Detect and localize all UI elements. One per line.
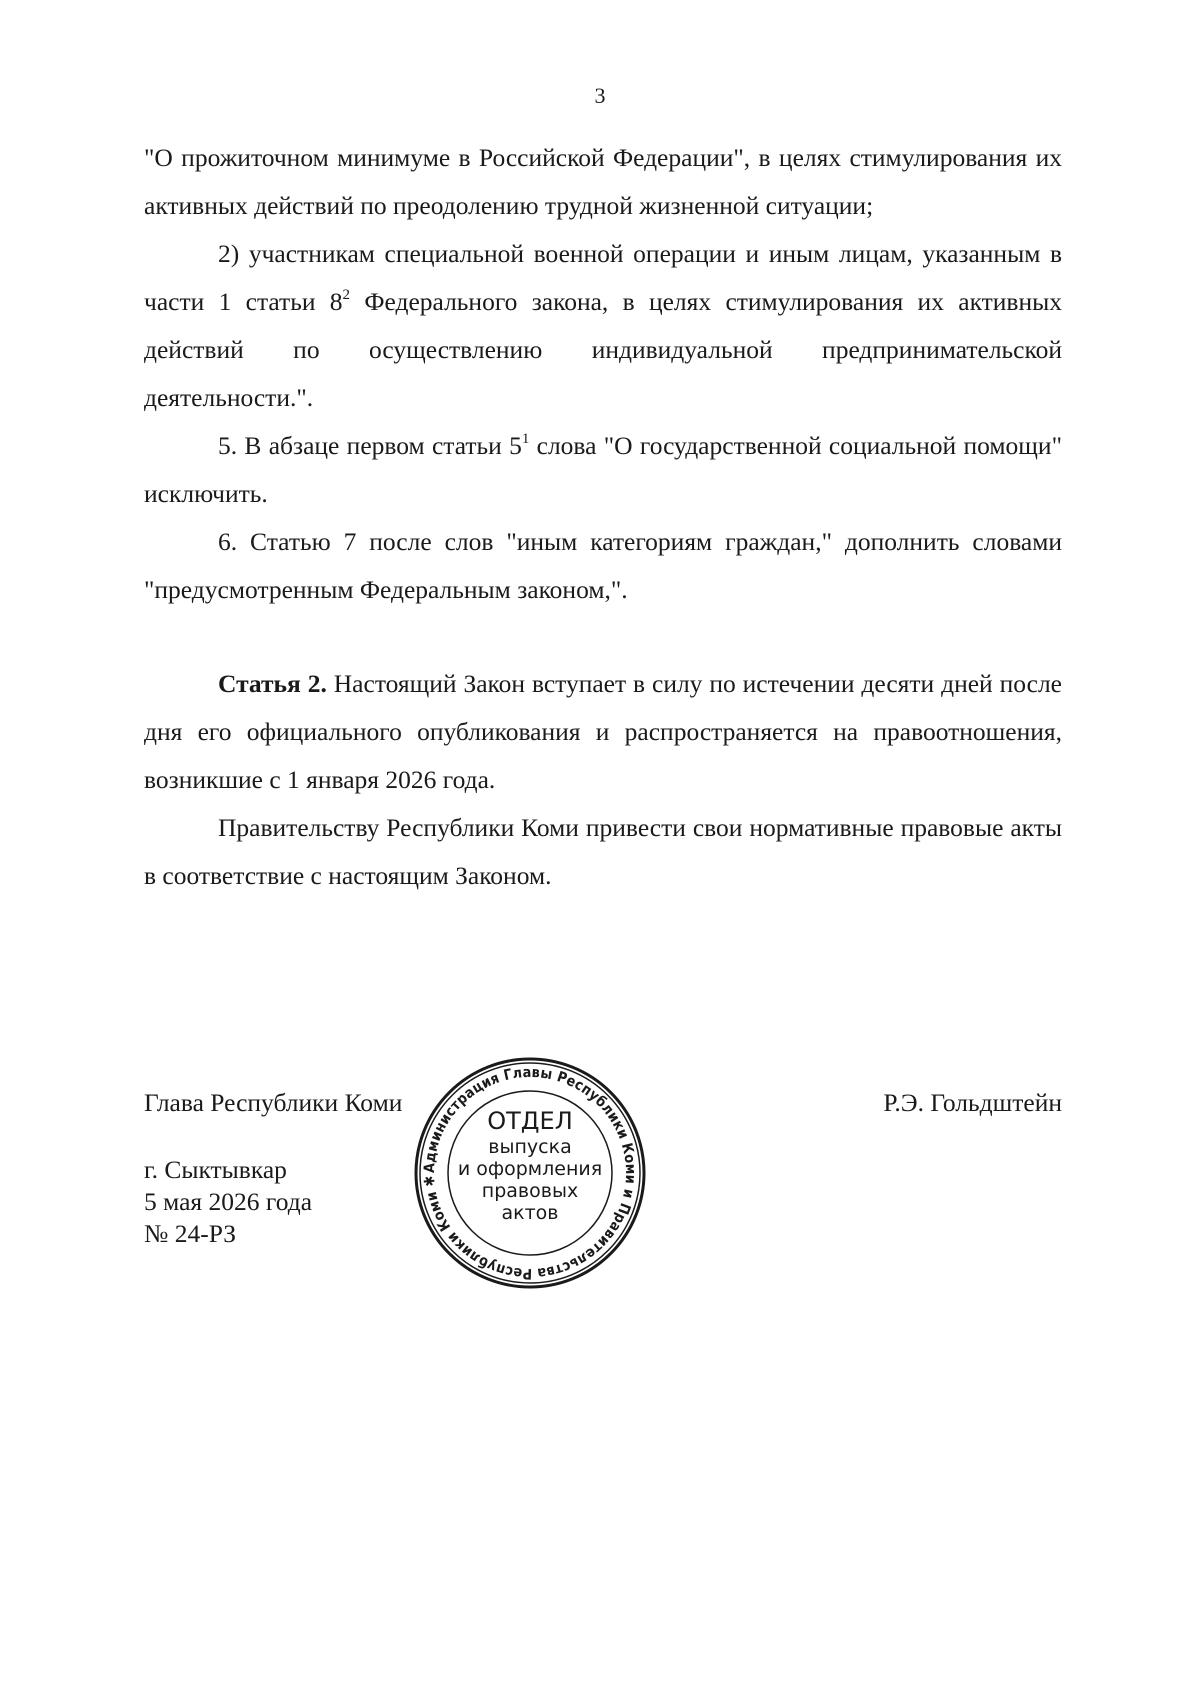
superscript: 1 [521, 430, 530, 447]
paragraph-text: 2) участникам специальной военной операции и иным лицам, указанным в части 1 статьи 8 [144, 239, 1062, 316]
signer-title: Глава Республики Коми [144, 1088, 403, 1117]
stamp-ring-textpath: Администрация Главы Республики Коми и Правительства Республики Коми ✱ [421, 1064, 639, 1282]
page-number: 3 [594, 83, 606, 108]
paragraph-text: Настоящий Закон вступает в силу по истечении десяти дней после дня его официального опубликования и распространяется на правоотношения, возникшие с 1 января 2026 года. [144, 669, 1062, 794]
stamp-line: ОТДЕЛ [487, 1107, 573, 1135]
paragraph [144, 422, 1062, 518]
article-paragraph [144, 660, 1062, 804]
document-body [144, 134, 1062, 900]
paragraph-text: 5. В абзаце первом статьи 5 [218, 431, 522, 460]
stamp-line: и оформления [457, 1158, 603, 1180]
stamp-line: правовых [481, 1180, 579, 1202]
place-date-number [144, 1154, 312, 1250]
superscript: 2 [342, 286, 351, 303]
official-stamp [408, 1055, 652, 1291]
date: 5 мая 2026 года [144, 1187, 313, 1216]
paragraph-text: Федерального закона, в целях стимулирования их активных действий по осуществлению индивидуальной предпринимательской деятельности.". [144, 287, 1062, 412]
paragraph: Правительству Республики Коми привести свои нормативные правовые акты в соответствие с настоящим Законом. [144, 813, 1062, 890]
article-label: Статья 2. [218, 669, 327, 698]
signer-name: Р.Э. Гольдштейн [883, 1088, 1062, 1117]
stamp-line: актов [501, 1202, 559, 1224]
paragraph [144, 230, 1062, 422]
city: г. Сыктывкар [144, 1155, 287, 1184]
law-number: № 24-РЗ [144, 1219, 236, 1248]
paragraph: "О прожиточном минимуме в Российской Федерации", в целях стимулирования их активных действий по преодолению трудной жизненной ситуации; [144, 143, 1062, 220]
stamp-line: выпуска [488, 1136, 572, 1158]
paragraph-text: слова "О государственной социальной помощи" исключить. [144, 431, 1062, 508]
paragraph: 6. Статью 7 после слов "иным категориям граждан," дополнить словами "предусмотренным Федеральным законом,". [144, 527, 1062, 604]
